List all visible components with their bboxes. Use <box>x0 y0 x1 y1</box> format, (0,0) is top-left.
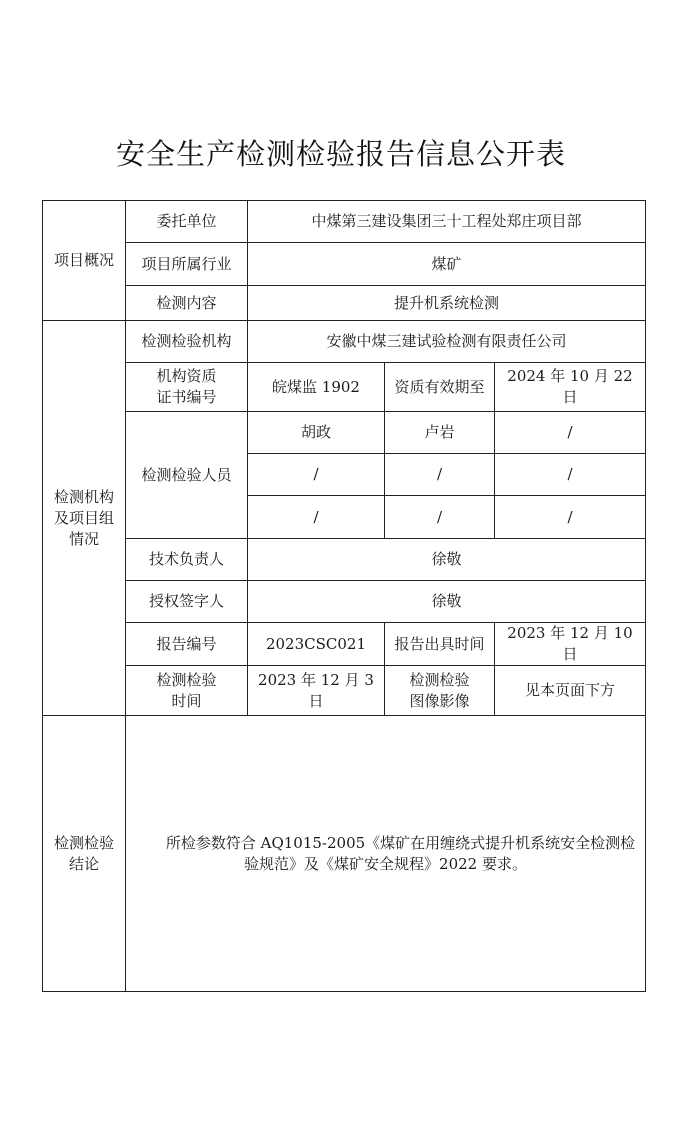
report-no-label: 报告编号 <box>126 623 248 666</box>
tech-lead-label: 技术负责人 <box>126 539 248 581</box>
table-row <box>43 363 646 412</box>
image-label-line2: 图像影像 <box>409 691 470 710</box>
signatory-value: 徐敬 <box>248 581 646 623</box>
institution-value: 安徽中煤三建试验检测有限责任公司 <box>248 321 646 363</box>
image-value: 见本页面下方 <box>495 666 646 716</box>
conclusion-label-line2: 结论 <box>68 854 99 873</box>
cert-value: 皖煤监 1902 <box>248 363 385 412</box>
personnel-cell: / <box>495 496 646 539</box>
client-value: 中煤第三建设集团三十工程处郑庄项目部 <box>248 201 646 243</box>
issue-time-value: 2023 年 12 月 10 日 <box>495 623 646 666</box>
section-label-line3: 情况 <box>68 529 99 548</box>
industry-label: 项目所属行业 <box>126 243 248 286</box>
section-label: 项目概况 <box>53 251 114 269</box>
project-overview-section <box>43 201 126 321</box>
personnel-cell: 卢岩 <box>385 412 495 454</box>
table-row <box>43 412 646 454</box>
report-no-value: 2023CSC021 <box>248 623 385 666</box>
cert-label-line2: 证书编号 <box>156 388 217 406</box>
image-label <box>385 666 495 716</box>
section-label-line1: 检测机构 <box>53 487 114 506</box>
conclusion-label-line1: 检测检验 <box>53 833 114 852</box>
table-row <box>43 666 646 716</box>
test-time-label <box>126 666 248 716</box>
table-row <box>43 243 646 286</box>
personnel-cell: / <box>385 496 495 539</box>
signatory-label: 授权签字人 <box>126 581 248 623</box>
personnel-label: 检测检验人员 <box>126 412 248 539</box>
personnel-cell: / <box>495 454 646 496</box>
tech-lead-value: 徐敬 <box>248 539 646 581</box>
personnel-cell: / <box>248 496 385 539</box>
table-row <box>43 286 646 321</box>
cert-label <box>126 363 248 412</box>
conclusion-section <box>43 716 126 992</box>
personnel-cell: / <box>248 454 385 496</box>
organization-section <box>43 321 126 716</box>
table-row <box>43 623 646 666</box>
client-label: 委托单位 <box>126 201 248 243</box>
table-row <box>43 201 646 243</box>
table-row <box>43 539 646 581</box>
section-label-line2: 及项目组 <box>53 508 114 527</box>
personnel-cell: / <box>385 454 495 496</box>
table-row <box>43 716 646 992</box>
test-time-label-line2: 时间 <box>171 691 202 710</box>
table-row <box>43 581 646 623</box>
conclusion-text: 所检参数符合 AQ1015-2005《煤矿在用缠绕式提升机系统安全检测检验规范》及《煤矿安全规程》2022 要求。 <box>126 716 646 992</box>
page-title: 安全生产检测检验报告信息公开表 <box>115 137 566 171</box>
personnel-cell: 胡政 <box>248 412 385 454</box>
validity-value: 2024 年 10 月 22 日 <box>495 363 646 412</box>
validity-label: 资质有效期至 <box>385 363 495 412</box>
content-label: 检测内容 <box>126 286 248 321</box>
image-label-line1: 检测检验 <box>409 670 470 689</box>
industry-value: 煤矿 <box>248 243 646 286</box>
info-table <box>42 200 646 992</box>
table-row <box>43 321 646 363</box>
cert-label-line1: 机构资质 <box>156 367 217 385</box>
test-time-value: 2023 年 12 月 3 日 <box>248 666 385 716</box>
institution-label: 检测检验机构 <box>126 321 248 363</box>
personnel-cell: / <box>495 412 646 454</box>
content-value: 提升机系统检测 <box>248 286 646 321</box>
issue-time-label: 报告出具时间 <box>385 623 495 666</box>
test-time-label-line1: 检测检验 <box>156 670 217 689</box>
